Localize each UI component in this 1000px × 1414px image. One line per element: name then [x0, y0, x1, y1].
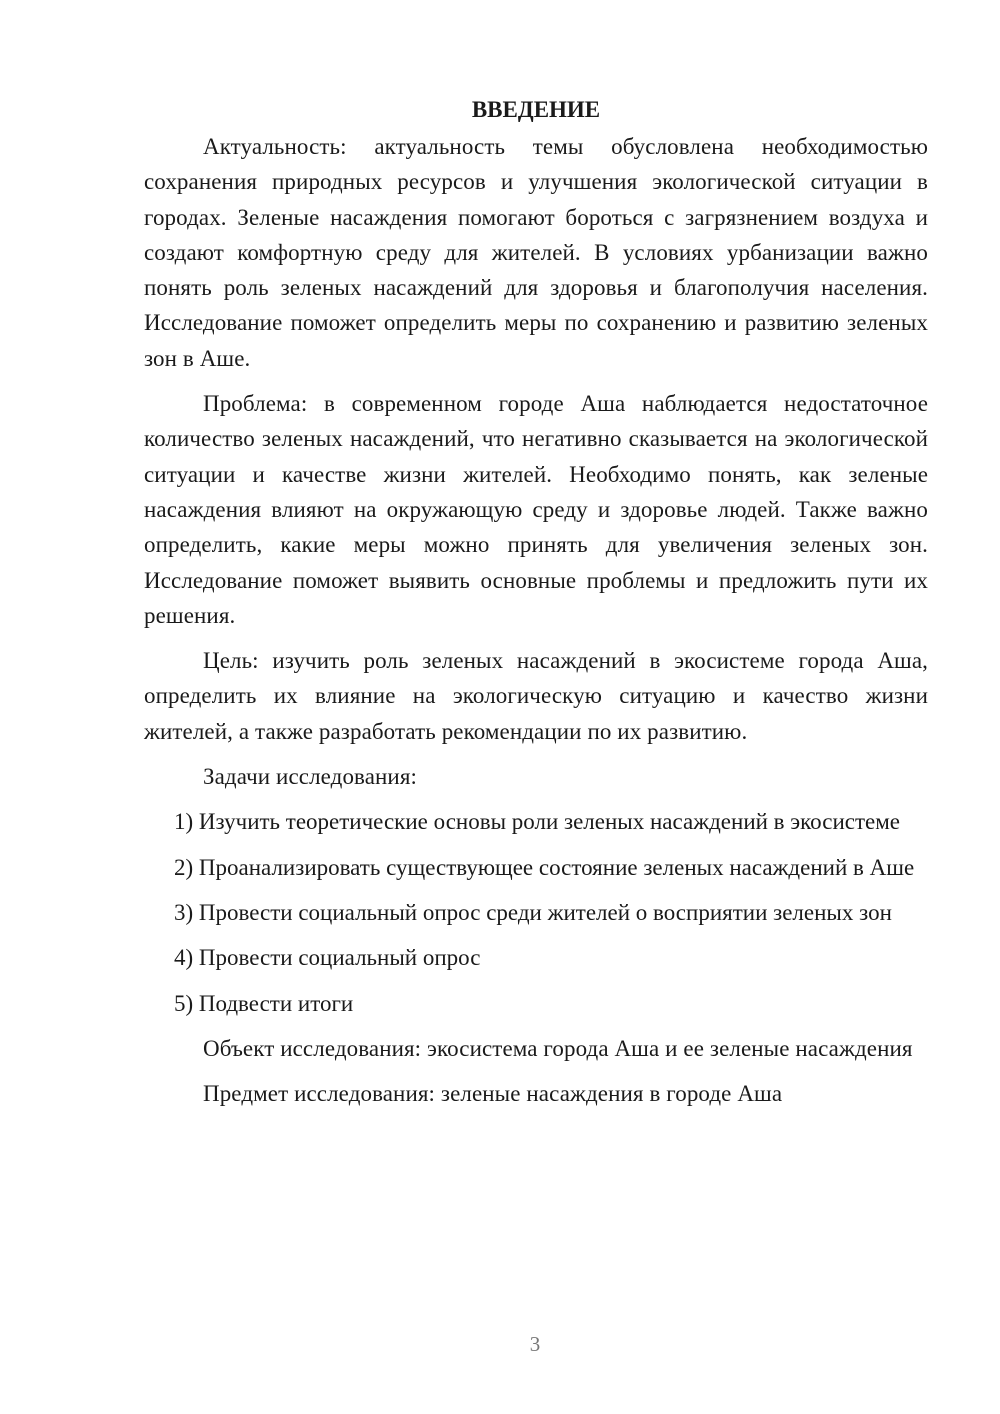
task-item-2: 2) Проанализировать существующее состояние зеленых насаждений в Аше — [174, 854, 915, 880]
paragraph-problem: Проблема: в современном городе Аша наблюдается недостаточное количество зеленых насаждений, что негативно сказывается на экологической ситуации и качестве жизни жителей. Необходимо понять, как зеленые насаждения влияют на окружающую среду и здоровье людей. Также важно определить, какие меры можно принять для увеличения зеленых зон. Исследование поможет выявить основные проблемы и предложить пути их решения. — [144, 391, 928, 628]
paragraph-relevance: Актуальность: актуальность темы обусловлена необходимостью сохранения природных ресурсов и улучшения экологической ситуации в городах. Зеленые насаждения помогают бороться с загрязнением воздуха и создают комфортную среду для жителей. В условиях урбанизации важно понять роль зеленых насаждений для здоровья и благополучия населения. Исследование поможет определить меры по сохранению и развитию зеленых зон в Аше. — [144, 134, 928, 371]
task-item-5: 5) Подвести итоги — [174, 990, 354, 1016]
tasks-heading: Задачи исследования: — [203, 764, 418, 790]
paragraph-subject: Предмет исследования: зеленые насаждения в городе Аша — [203, 1081, 783, 1107]
paragraph-object: Объект исследования: экосистема города Аша и ее зеленые насаждения — [203, 1035, 913, 1061]
task-item-4: 4) Провести социальный опрос — [174, 945, 481, 971]
section-title: ВВЕДЕНИЕ — [471, 97, 601, 122]
task-item-1: 1) Изучить теоретические основы роли зеленых насаждений в экосистеме — [174, 809, 900, 835]
task-item-3: 3) Провести социальный опрос среди жителей о восприятии зеленых зон — [174, 899, 892, 925]
page-content — [144, 92, 928, 1121]
page-number: 3 — [529, 1332, 541, 1356]
paragraph-goal: Цель: изучить роль зеленых насаждений в экосистеме города Аша, определить их влияние на экологическую ситуацию и качество жизни жителей, а также разработать рекомендации по их развитию. — [144, 648, 928, 744]
